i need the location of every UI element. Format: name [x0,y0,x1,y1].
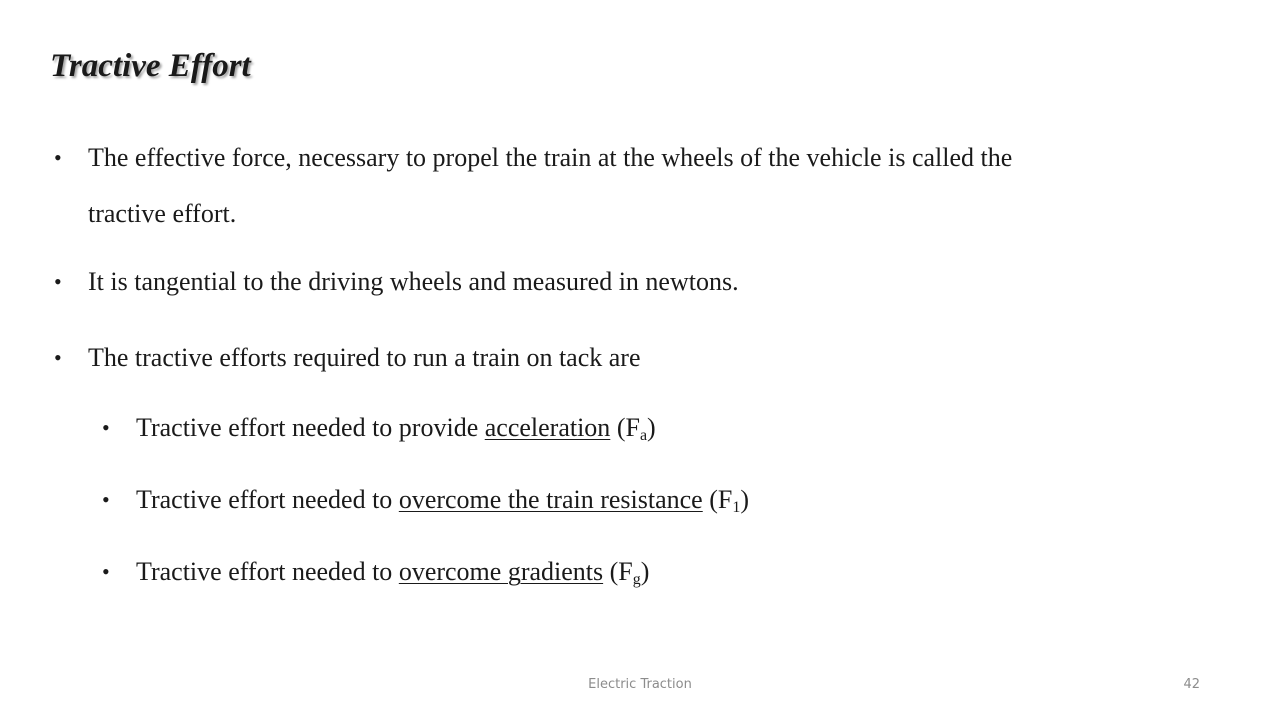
bullet-text-line: tractive effort. [88,199,237,228]
bullet-dot: • [54,269,62,294]
symbol-close: ) [647,413,656,442]
symbol-open: (F [603,557,633,586]
bullet-text: It is tangential to the driving wheels and measured in newtons. [88,267,739,296]
sub-bullet-prefix: Tractive effort needed to provide [136,413,485,442]
symbol-close: ) [740,485,750,514]
bullet-item [54,130,1238,242]
page-number: 42 [1183,677,1200,692]
symbol-close: ) [640,557,650,586]
sub-bullet-text [136,400,1236,456]
sub-bullet-prefix: Tractive effort needed to [136,485,399,514]
sub-bullet-text [136,472,1236,528]
sub-bullet-underlined: overcome gradients [398,557,604,586]
symbol-open: (F [702,485,733,514]
bullet-item [54,330,1238,386]
sub-bullet-item [102,544,1236,600]
bullet-dot: • [54,345,62,370]
bullet-dot: • [54,145,62,170]
sub-bullet-underlined: acceleration [484,413,611,442]
bullet-dot: • [102,415,110,440]
bullet-text: The tractive efforts required to run a train on tack are [88,343,641,372]
sub-bullet-item [102,400,1236,456]
bullet-dot: • [102,487,110,512]
bullet-item [54,254,1238,310]
sub-bullet-underlined: overcome the train resistance [398,485,703,514]
symbol-subscript: a [639,427,648,444]
footer-title: Electric Traction [588,677,692,692]
bullet-text-line: The effective force, necessary to propel the train at the wheels of the vehicle is called the [88,143,1013,172]
symbol-subscript: g [632,571,641,588]
sub-bullet-text [136,544,1236,600]
slide-title: Tractive Effort [50,48,251,84]
sub-bullet-item [102,472,1236,528]
symbol-open: (F [610,413,640,442]
bullet-dot: • [102,559,110,584]
symbol-subscript: 1 [732,499,741,516]
sub-bullet-prefix: Tractive effort needed to [136,557,399,586]
